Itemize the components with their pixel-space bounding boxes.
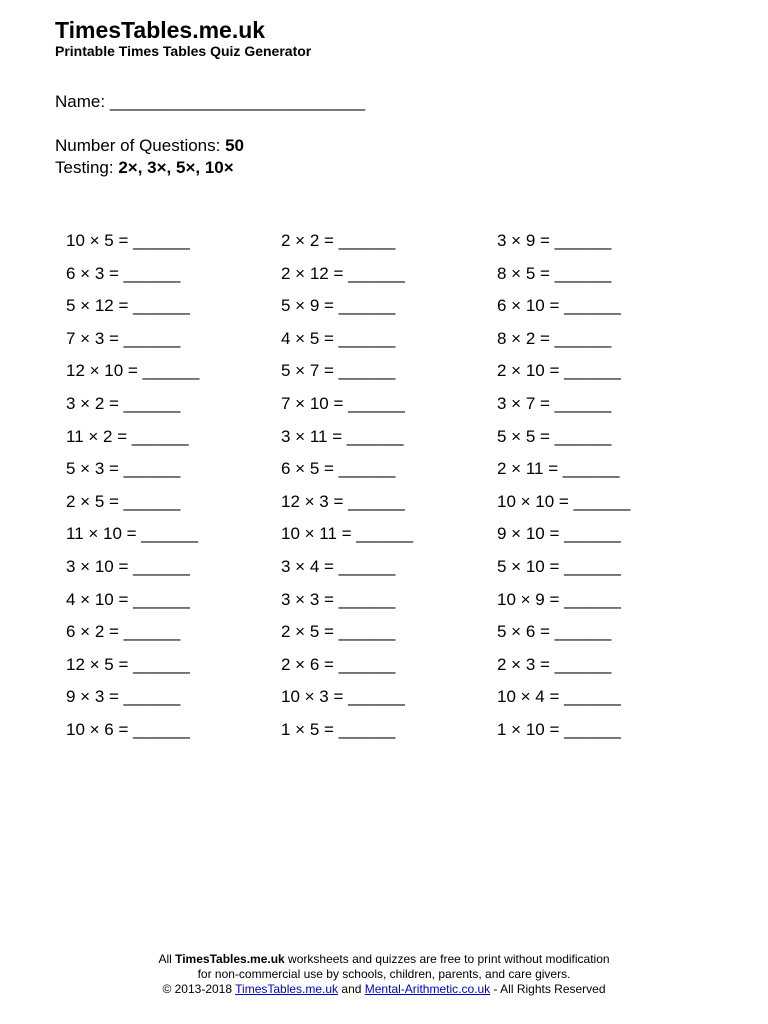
quiz-question: 2 × 5 = ______ [66,491,181,511]
testing-value: 2×, 3×, 5×, 10× [118,158,234,177]
quiz-question: 1 × 10 = ______ [497,720,621,739]
quiz-question: 5 × 10 = ______ [497,557,621,576]
quiz-question: 12 × 5 = ______ [66,654,190,674]
quiz-question: 12 × 3 = ______ [281,491,405,511]
quiz-question: 3 × 3 = ______ [281,589,396,609]
rights-text: - All Rights Reserved [490,982,606,996]
quiz-question: 1 × 5 = ______ [281,720,396,739]
quiz-question: 3 × 2 = ______ [66,394,181,413]
quiz-question: 5 × 3 = ______ [66,459,181,479]
site-title: TimesTables.me.uk [55,17,266,43]
quiz-question: 6 × 3 = ______ [66,263,181,283]
quiz-question: 7 × 10 = ______ [281,394,405,413]
quiz-question: 2 × 12 = ______ [281,263,405,283]
quiz-question: 2 × 11 = ______ [497,459,620,479]
quiz-question: 11 × 10 = ______ [66,524,199,544]
site-subtitle: Printable Times Tables Quiz Generator [55,43,312,59]
name-field [55,92,365,112]
quiz-question: 8 × 5 = ______ [497,263,612,283]
quiz-question: 5 × 5 = ______ [497,426,612,446]
testing-tables [55,158,234,178]
quiz-question: 10 × 6 = ______ [66,720,190,739]
quiz-question: 2 × 3 = ______ [497,654,612,674]
quiz-question: 5 × 7 = ______ [281,361,396,381]
footer-line-3 [0,982,768,997]
quiz-question: 10 × 11 = ______ [281,524,414,544]
question-count [55,136,244,156]
quiz-question: 4 × 5 = ______ [281,328,396,348]
question-count-value: 50 [225,136,245,155]
footer-line-1 [0,952,768,967]
quiz-question: 5 × 6 = ______ [497,622,612,642]
quiz-question: 6 × 10 = ______ [497,296,621,316]
quiz-question: 6 × 5 = ______ [281,459,396,479]
quiz-question: 6 × 2 = ______ [66,622,181,642]
quiz-question: 10 × 5 = ______ [66,231,190,250]
quiz-question: 3 × 7 = ______ [497,394,612,413]
quiz-question: 2 × 10 = ______ [497,361,621,381]
quiz-question: 10 × 3 = ______ [281,687,405,707]
footer-brand: TimesTables.me.uk [175,952,285,966]
quiz-question: 11 × 2 = ______ [66,426,189,446]
quiz-question: 10 × 9 = ______ [497,589,621,609]
name-blank: ___________________________ [109,92,366,111]
quiz-question: 7 × 3 = ______ [66,328,181,348]
quiz-question: 3 × 11 = ______ [281,426,404,446]
quiz-question: 3 × 10 = ______ [66,557,190,576]
question-count-label: Number of Questions: [55,136,221,155]
quiz-question: 4 × 10 = ______ [66,589,190,609]
timestables-link[interactable]: TimesTables.me.uk [235,982,339,996]
quiz-question: 2 × 6 = ______ [281,654,396,674]
footer [0,952,768,997]
quiz-question: 10 × 4 = ______ [497,687,621,707]
mental-arithmetic-link[interactable]: Mental-Arithmetic.co.uk [364,982,491,996]
quiz-question: 5 × 9 = ______ [281,296,396,316]
quiz-question: 3 × 4 = ______ [281,557,396,576]
quiz-question: 2 × 2 = ______ [281,231,396,250]
quiz-question: 12 × 10 = ______ [66,361,200,381]
footer-and-text: and [338,982,365,996]
copyright-text: © 2013-2018 [162,982,236,996]
footer-line-1-suffix: worksheets and quizzes are free to print without modification [284,952,610,966]
quiz-question: 2 × 5 = ______ [281,622,396,642]
quiz-question: 5 × 12 = ______ [66,296,190,316]
testing-label: Testing: [55,158,114,177]
footer-line-1-prefix: All [158,952,176,966]
quiz-question: 9 × 10 = ______ [497,524,621,544]
quiz-question: 10 × 10 = ______ [497,491,631,511]
footer-line-2: for non-commercial use by schools, children, parents, and care givers. [197,967,571,981]
quiz-question: 3 × 9 = ______ [497,231,612,250]
quiz-question: 8 × 2 = ______ [497,328,612,348]
name-label: Name: [55,92,106,111]
quiz-question: 9 × 3 = ______ [66,687,181,707]
